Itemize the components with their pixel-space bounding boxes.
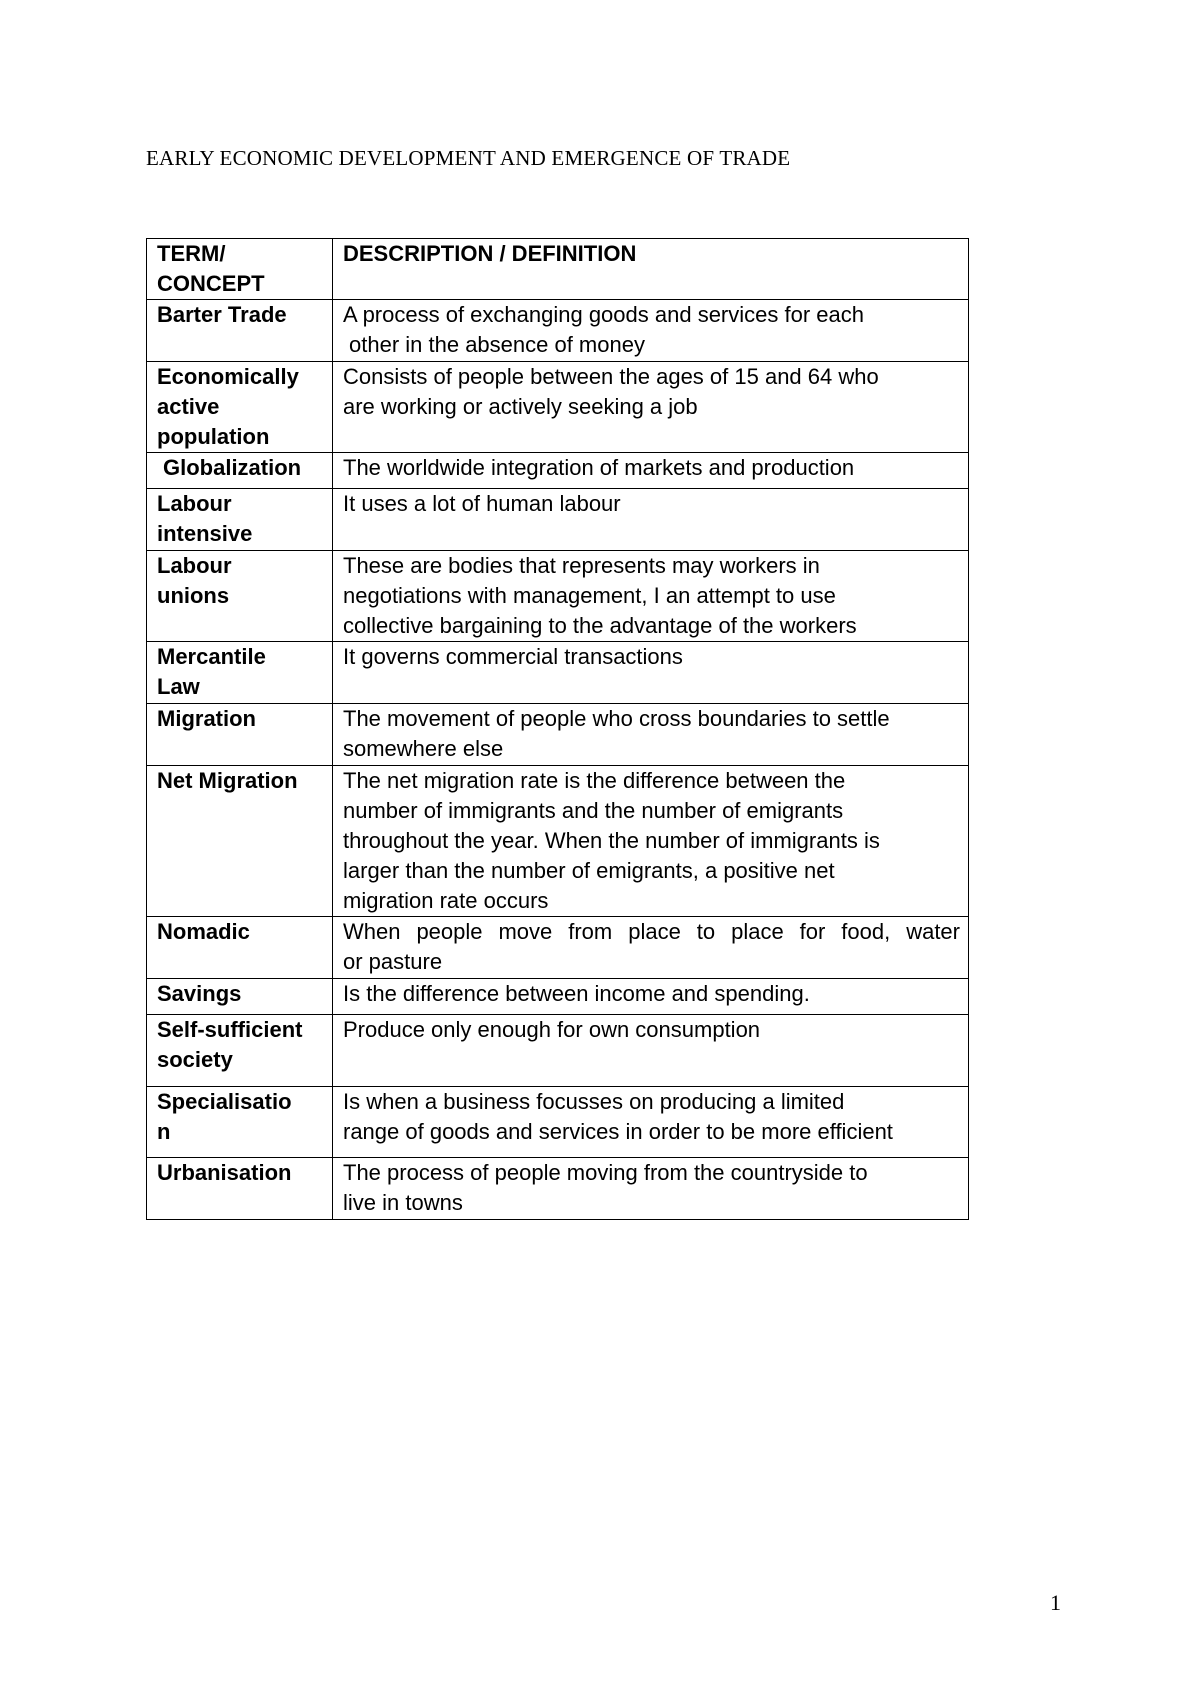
description-line: It uses a lot of human labour (343, 491, 621, 516)
description-cell (333, 1087, 969, 1158)
description-line: range of goods and services in order to be more efficient (343, 1119, 893, 1144)
description-line: throughout the year. When the number of immigrants is (343, 828, 880, 853)
description-cell (333, 1158, 969, 1220)
description-line: When people move from place to place for food, water (343, 919, 960, 944)
term-cell (147, 917, 333, 979)
description-line: Produce only enough for own consumption (343, 1017, 761, 1042)
table-row (147, 489, 969, 551)
description-line: Consists of people between the ages of 15 and 64 who (343, 364, 879, 389)
description-line: Is when a business focusses on producing a limited (343, 1089, 845, 1114)
term-cell (147, 979, 333, 1015)
header-description-text: DESCRIPTION / DEFINITION (343, 241, 637, 266)
description-line: or pasture (343, 949, 443, 974)
header-term-line: CONCEPT (157, 271, 265, 296)
term-cell (147, 766, 333, 917)
term-line: Globalization (163, 455, 302, 480)
description-line: number of immigrants and the number of emigrants (343, 798, 844, 823)
table-row (147, 551, 969, 642)
description-line: Is the difference between income and spending. (343, 981, 810, 1006)
table-row (147, 362, 969, 453)
header-term-line: TERM/ (157, 241, 226, 266)
term-cell (147, 453, 333, 489)
description-line: The worldwide integration of markets and production (343, 455, 855, 480)
description-line: These are bodies that represents may workers in (343, 553, 820, 578)
table-row (147, 453, 969, 489)
term-cell (147, 642, 333, 704)
term-cell (147, 551, 333, 642)
table-row (147, 979, 969, 1015)
page-title: EARLY ECONOMIC DEVELOPMENT AND EMERGENCE OF TRADE (146, 146, 791, 170)
term-cell (147, 489, 333, 551)
term-line: n (157, 1119, 171, 1144)
table-row (147, 766, 969, 917)
description-cell (333, 917, 969, 979)
description-cell (333, 979, 969, 1015)
table-row (147, 1087, 969, 1158)
term-line: population (157, 424, 270, 449)
description-cell (333, 1015, 969, 1087)
description-line: A process of exchanging goods and services for each (343, 302, 864, 327)
term-cell (147, 1158, 333, 1220)
term-line: Self-sufficient (157, 1017, 303, 1042)
table-row (147, 1158, 969, 1220)
term-cell (147, 300, 333, 362)
term-line: Economically (157, 364, 299, 389)
description-line: The net migration rate is the difference between the (343, 768, 846, 793)
term-line: Mercantile (157, 644, 266, 669)
description-cell (333, 300, 969, 362)
term-line: Nomadic (157, 919, 250, 944)
term-line: Barter Trade (157, 302, 287, 327)
term-line: Law (157, 674, 200, 699)
description-cell (333, 453, 969, 489)
description-line: migration rate occurs (343, 888, 549, 913)
term-line: Net Migration (157, 768, 298, 793)
description-line: other in the absence of money (349, 332, 645, 357)
table-header-row (147, 239, 969, 300)
term-line: active (157, 394, 220, 419)
description-cell (333, 362, 969, 453)
terms-table (146, 238, 969, 1220)
description-line: negotiations with management, I an attempt to use (343, 583, 836, 608)
term-cell (147, 704, 333, 766)
term-line: Migration (157, 706, 256, 731)
description-cell (333, 704, 969, 766)
table-row (147, 1015, 969, 1087)
description-cell (333, 489, 969, 551)
description-cell (333, 551, 969, 642)
term-line: unions (157, 583, 230, 608)
description-line: somewhere else (343, 736, 504, 761)
table-row (147, 300, 969, 362)
description-line: It governs commercial transactions (343, 644, 683, 669)
description-line: The process of people moving from the countryside to (343, 1160, 868, 1185)
header-term (147, 239, 333, 300)
page-number: 1 (1050, 1590, 1061, 1615)
term-cell (147, 362, 333, 453)
term-line: society (157, 1047, 233, 1072)
term-line: Specialisatio (157, 1089, 292, 1114)
term-cell (147, 1087, 333, 1158)
description-line: live in towns (343, 1190, 463, 1215)
table-row (147, 642, 969, 704)
term-line: Labour (157, 553, 232, 578)
term-cell (147, 1015, 333, 1087)
term-line: intensive (157, 521, 253, 546)
description-line: The movement of people who cross boundaries to settle (343, 706, 890, 731)
header-description (333, 239, 969, 300)
description-line: collective bargaining to the advantage of the workers (343, 613, 857, 638)
description-line: larger than the number of emigrants, a positive net (343, 858, 835, 883)
term-line: Urbanisation (157, 1160, 292, 1185)
description-cell (333, 766, 969, 917)
table-row (147, 704, 969, 766)
description-line: are working or actively seeking a job (343, 394, 698, 419)
description-cell (333, 642, 969, 704)
term-line: Savings (157, 981, 242, 1006)
term-line: Labour (157, 491, 232, 516)
table-row (147, 917, 969, 979)
